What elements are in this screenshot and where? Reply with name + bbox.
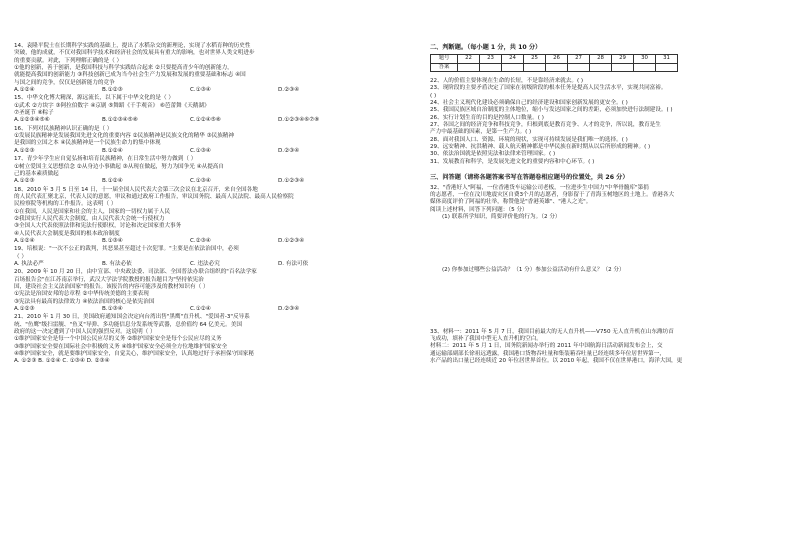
table-cell-number: 31 — [656, 55, 678, 63]
answer-option: C.①③④ — [190, 147, 211, 154]
table-cell-number: 题号 — [431, 55, 458, 63]
q32-line: 32、"香港好人"阿福，一位香港货车运输公司老板，一位进步生中国力"中华骨髓库"第捐 — [430, 184, 649, 191]
table-cell-number: 27 — [568, 55, 590, 63]
judge-item: 30、依法治国就是依照宪法和法律来管理国家。( ) — [430, 151, 556, 158]
answer-option: B.①③④ — [102, 237, 123, 244]
left-column — [14, 42, 384, 366]
table-cell-number: 26 — [546, 55, 568, 63]
question-line: 是我国的立国之本 ④民族精神是一个民族生命力的集中体现 — [14, 140, 161, 147]
table-cell-answer[interactable] — [502, 63, 524, 71]
answer-table-number-row — [431, 55, 678, 63]
question-q16 — [14, 126, 384, 148]
question-line: 14、袁隆平院士在长期科学实践的基础上，提出了水稻杂交的新理论，实现了水稻育种的历史性 — [14, 43, 251, 49]
question-line: 就能提高我国的创新能力 ③科技创新已成为当今社会生产力发展和发展的重要基础和标志 ④国 — [14, 72, 246, 79]
judge-item: ( ) — [430, 92, 437, 99]
question-line: 19、培根说："一次不公正的裁判，其恶果甚至超过十次犯罪。"主要是在依法治国中，必须 — [14, 246, 239, 253]
options-q14o — [14, 87, 384, 94]
answer-option: A.①②④ — [14, 87, 35, 94]
table-cell-number: 22 — [458, 55, 480, 63]
question-line: ③宪法具有最高的法律效力 ④依法治国的核心是依宪治国 — [14, 298, 155, 305]
judge-item: 24、社会主义现代化建设必须确保自己的经济建设和国家创新发展的更安全。( ) — [430, 100, 628, 107]
question-line: 国，建设社会主义法治国家"的报告。该报告的内容可能涉及的教材知识有（ ） — [14, 284, 209, 290]
table-cell-answer[interactable] — [458, 63, 480, 71]
question-line: A. ①②③ B. ①②④ C. ①③④ D. ②③④ — [14, 358, 110, 365]
question-line: 17、青少年学生应自觉弘扬和培育民族精神，在日常生活中努力做到（ ） — [14, 156, 197, 163]
answer-option: A.①②③ — [14, 147, 35, 154]
question-line: 的人民代表汇聚北京，代表人民的意愿，审议和通过政府工作报告，审议国务院、最高人民法院、最高人民检察院 — [14, 193, 294, 200]
question-q17 — [14, 156, 384, 178]
question-line: ⑦圣诞节 ⑧粽子 — [14, 110, 54, 117]
answer-option: A.①②③ — [14, 178, 35, 185]
answer-option: D.②③④ — [278, 306, 300, 313]
question-q18 — [14, 187, 384, 238]
question-line: 16、下列对民族精神认识正确的是（ ） — [14, 125, 113, 132]
answer-option: B.①②③④⑤⑧ — [102, 117, 138, 124]
answer-option: D.①②③④⑥⑦⑧ — [278, 117, 320, 124]
table-cell-answer[interactable] — [480, 63, 502, 71]
q32-line: 媒体高度评价了阿福的壮举，称赞他是"香港英雄"、"港人之光"。 — [430, 199, 592, 206]
table-cell-number: 29 — [612, 55, 634, 63]
options-q19o — [14, 261, 384, 268]
answer-option: A.①②③ — [14, 306, 35, 313]
q32-line: 阅读上述材料，回答下列问题：（5 分） — [430, 206, 528, 213]
q32-sub2: (2) 你参加过哪些公益活动？（1 分）参加公益活动有什么意义？（2 分） — [442, 267, 625, 274]
judge-section-title: 二、判断题。（每小题 1 分，共 10 分） — [430, 44, 542, 51]
answer-option: A. 执法必严 — [14, 260, 44, 267]
q32-line: 的志愿者，一位在汶川地震灾区自费3个月的志愿者，身影留于了青海玉树地区的土地上。香港各大 — [430, 191, 675, 198]
answer-option: B.①②④ — [102, 178, 123, 185]
question-q21 — [14, 314, 384, 365]
judge-item: 23、现阶段的主要矛盾决定了国家在初级阶段的根本任务是提高人民生活水平，实现共同富裕。 — [430, 85, 667, 92]
judge-item: 31、发展教育和科学，是发展先进文化的重要内容和中心环节。( ) — [430, 158, 595, 165]
judge-items — [430, 78, 782, 166]
answer-option: A.①②④ — [14, 237, 35, 244]
answer-option: C.②③④ — [190, 237, 211, 244]
question-line: ①他的创新，善于创新，是我国科技与科学实践结合起来 ②只要提高青少年的创新能力， — [14, 65, 233, 72]
table-cell-answer[interactable] — [634, 63, 656, 71]
answer-option: D.②③④ — [278, 147, 300, 154]
table-cell-answer-label: 答案 — [431, 63, 458, 71]
answer-option: C.①②④⑤⑧ — [190, 117, 221, 124]
question-line: ②我国实行人民代表大会制度，由人民代表大会统一行使权力 — [14, 215, 165, 222]
answer-option: C.①②④ — [190, 306, 211, 313]
answer-option: C.①③④ — [190, 87, 211, 94]
judge-item: 29、远安精神、抗洪精神、载人航天精神都是中华民族在新时期从以后所形成的精神。( ) — [430, 144, 651, 151]
question-q20 — [14, 269, 384, 306]
question-line: ③全国人大代表依照法律和宪法行使职权，讨论和决定国家重大事务 — [14, 223, 182, 230]
table-cell-answer[interactable] — [524, 63, 546, 71]
question-line: 百场报告会"在江苏南京举行，武汉大学法学院教授的报告题目为"坚持依宪治 — [14, 276, 204, 283]
table-cell-number: 28 — [590, 55, 612, 63]
question-line: ①宪法是治国安邦的总章程 ②中华传统美德的主要表现 — [14, 291, 149, 298]
options-q17o — [14, 178, 384, 185]
answer-option: B.①②③ — [102, 87, 123, 94]
q33-line: 通运输部副部长徐祖远透露，我国港口货物吞吐量和集装箱吞吐量已经连续多年位居世界第一， — [430, 350, 665, 357]
table-cell-answer[interactable] — [568, 63, 590, 71]
q33-line: 水产品的出口量已经连续近 20 年位居世界首位。以 2010 年起，我国不仅在世界港口，海洋大国，更 — [430, 357, 683, 364]
q32-sub1: (1) 联系所学知识，简要评价他的行为。（2 分） — [442, 213, 561, 220]
table-cell-number: 24 — [502, 55, 524, 63]
answer-table — [430, 54, 678, 72]
judge-item: 27、各国之间的经济竞争和科技竞争，归根到底是教育竞争、人才的竞争，所以说，教育是生 — [430, 122, 661, 129]
question-line: ④维护国家安全，就是要维护国家安全，自觉关心，维护国家安全，认真地过好于承担保守国家秘 — [14, 351, 254, 358]
table-cell-answer[interactable] — [590, 63, 612, 71]
question-q19 — [14, 246, 384, 261]
question-line: （ ） — [14, 253, 27, 260]
answer-option: C.①③④ — [190, 178, 211, 185]
question-line: ①在我国，人民是国家和社会的主人，国家的一切权力属于人民 — [14, 208, 171, 215]
question-line: 民检察院等机构的工作报告。这表明（ ） — [14, 201, 117, 208]
judge-item: 26、实行计划生育的目的是控制人口数量。( ) — [430, 114, 544, 121]
question-line: 己的基本素质做起 — [14, 170, 59, 177]
options-q20o — [14, 306, 384, 313]
table-cell-answer[interactable] — [546, 63, 568, 71]
answer-table-answer-row — [431, 63, 678, 71]
answer-option: C. 违法必究 — [190, 260, 220, 267]
options-q15o — [14, 117, 384, 124]
answer-option: B.①③④ — [102, 306, 123, 313]
options-q16o — [14, 148, 384, 155]
question-line: 21、2010 年 1 月 30 日，美国政府通知国会决定向台湾出售"黑鹰"直升机、"爱国者-3"反导系 — [14, 314, 250, 321]
question-line: 的重要贡献。对此，下列理解正确的是（ ） — [14, 57, 123, 64]
question-q15 — [14, 95, 384, 117]
question-q14 — [14, 43, 384, 87]
answer-option: B.①②④ — [102, 147, 123, 154]
judge-item: 28、面对我国人口、资源、环境的现状，实现可持续发展是我们唯一的选择。( ) — [430, 136, 628, 143]
table-cell-answer[interactable] — [656, 63, 678, 71]
table-cell-number: 23 — [480, 55, 502, 63]
answer-option: D.①②③④ — [278, 178, 305, 185]
answer-option: D.①②③④ — [278, 237, 305, 244]
question-line: ①发展民族精神是发展我国先进文化的重要内容 ②民族精神是民族文化的精华 ③民族精神 — [14, 133, 234, 140]
answer-option: A.①②③④⑤⑥ — [14, 117, 50, 124]
answer-option: D. 有法可依 — [278, 260, 309, 267]
question-line: 政府的这一决定遭到了中国人民的强烈反对。这说明（ ） — [14, 329, 156, 336]
judge-item: 25、我国民族区域自治制度的主体地位，缩小与发达国家之间的差距，必须加快进行法制建设。( ) — [430, 107, 673, 114]
judge-item: 22、人的价值主要体现在生命的长短，不是靠经济来就去。( ) — [430, 78, 584, 85]
question-line: ①树立爱国主义思想信念 ②从身边小事做起 ③从现在做起，努力为国争光 ④从提高自 — [14, 163, 224, 170]
question-line: 与国之间的竞争，仅仅是创新能力的竞争 — [14, 79, 115, 86]
answer-option: B. 有法必依 — [102, 260, 132, 267]
question-line: ④人民代表大会制度是我国的根本政治制度 — [14, 230, 120, 237]
question-line: 突破，他的成就，不仅对我国科学技术和经济社会的发展具有重大的影响，也对世界人类文明进步 — [14, 50, 255, 57]
question-line: 统、"鱼鹰"级扫雷舰、"鱼叉"导弹、多功能信息分发系统等武器，总价值约 64 亿美元。美国 — [14, 321, 242, 328]
question-32 — [430, 185, 782, 214]
question-line: 15、中华文化博大精深，源远流长，以下属于中华文化的是（ ） — [14, 95, 174, 102]
q33-line: 33、材料一：2011 年 5 月 7 日，我国目前最大的无人直升机——V750 无人直升机在山东潍坊首 — [430, 328, 674, 335]
question-line: 20、2009 年 10 月 20 日，由中宣部、中央政法委、司法部、全国普法办联合组织的"百名法学家 — [14, 269, 257, 276]
qa-section-title: 三、问答题（请将各题答案书写在答题卷相应题号的位置处，共 26 分） — [430, 174, 629, 182]
question-33 — [430, 329, 782, 366]
table-cell-number: 30 — [634, 55, 656, 63]
table-cell-number: 25 — [524, 55, 546, 63]
q33-line: 飞成功，填补了我国中型无人直升机的空白。 — [430, 335, 542, 342]
judge-item: 产力中最基础的因素，是第一生产力。( ) — [430, 129, 532, 136]
question-line: ①维护国家安全是每一个中国公民应尽的义务 ②维护国家安全是每个公民应尽的义务 — [14, 336, 222, 343]
table-cell-answer[interactable] — [612, 63, 634, 71]
q33-line: 材料二：2011 年 5 月 1 日，国务院新闻办举行的 2011 年中国航海日活动新闻发布会上，交 — [430, 343, 663, 350]
right-column — [430, 42, 782, 365]
question-line: ①武术 ②方块字 ③阿拉伯数字 ④京剧 ⑤舞蹈《千手观音》 ⑥芭蕾舞《天鹅湖》 — [14, 102, 210, 109]
question-line: ③维护国家安全要在国际社会中积极的义务 ④维护国家安全必须全方位地维护国家安全 — [14, 343, 228, 350]
options-q18o — [14, 238, 384, 245]
question-line: 18、2010 年 3 月 5 日至 14 日，十一届全国人民代表大会第三次会议在北京召开，来自全国各地 — [14, 186, 258, 193]
answer-option: D.②③④ — [278, 87, 300, 94]
